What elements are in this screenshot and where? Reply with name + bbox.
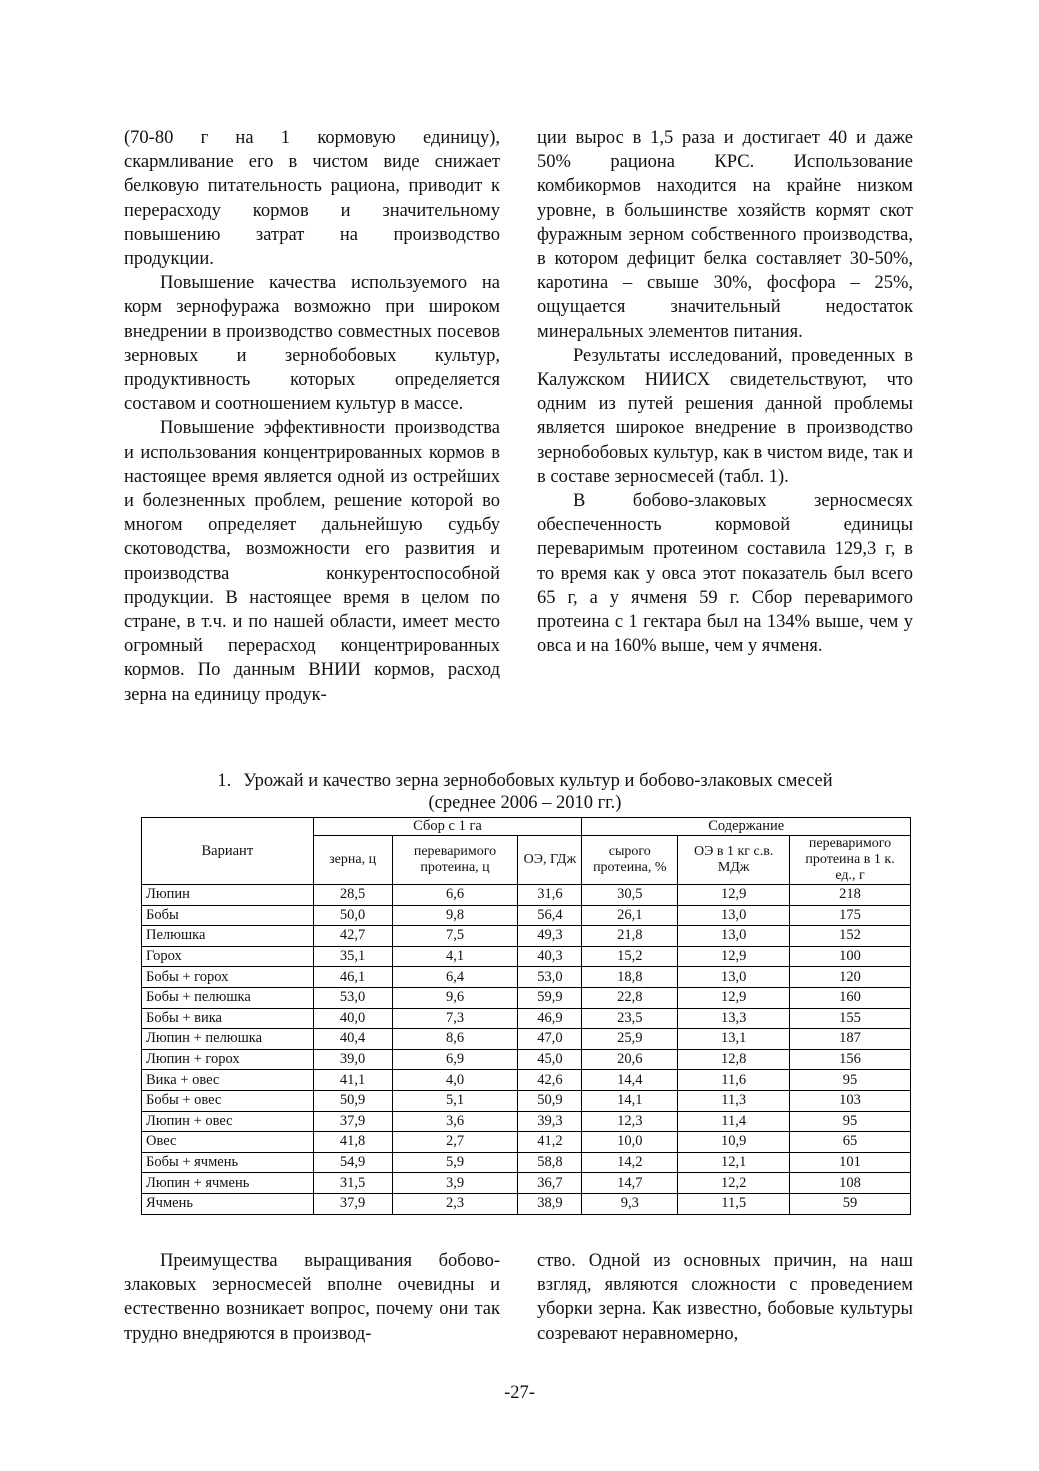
table-cell-value: 22,8 <box>582 987 678 1008</box>
table-cell-value: 41,8 <box>313 1132 392 1153</box>
table-cell-value: 42,7 <box>313 926 392 947</box>
table-cell-value: 12,1 <box>678 1152 790 1173</box>
table-number: 1. <box>217 771 232 791</box>
paragraph: Результаты исследований, проведенных в Калужском НИИСХ свидетельствуют, что одним из путей решения данной проблемы является широкое внедрение в производство зернобобовых культур, как в чистом виде, так и в составе зерносмесей (табл. 1). <box>537 345 913 487</box>
table-cell-value: 13,0 <box>678 926 790 947</box>
table-cell-value: 12,2 <box>678 1173 790 1194</box>
paragraph: (70-80 г на 1 кормовую единицу), скармливание его в чистом виде снижает белковую питательность рациона, приводит к перерасходу кормов и значительному повышению затрат на производство продукции. <box>124 128 500 270</box>
table-cell-value: 5,1 <box>392 1090 518 1111</box>
paragraph: ции вырос в 1,5 раза и достигает 40 и даже 50% рациона КРС. Использование комбикормов находится на крайне низком уровне, в большинстве хозяйств кормят скот фуражным зерном собственного производства, в котором дефицит белка составляет 30-50%, каротина – свыше 30%, фосфора – 25%, ощущается значительный недостаток минеральных элементов питания. <box>537 128 913 342</box>
table-cell-value: 50,9 <box>518 1090 582 1111</box>
table-cell-value: 160 <box>790 987 911 1008</box>
table-cell-value: 35,1 <box>313 946 392 967</box>
table-cell-value: 3,6 <box>392 1111 518 1132</box>
table-cell-variant: Бобы + ячмень <box>142 1152 314 1173</box>
table-cell-value: 11,3 <box>678 1090 790 1111</box>
table-row <box>142 926 911 947</box>
table-cell-value: 47,0 <box>518 1029 582 1050</box>
table-cell-value: 11,5 <box>678 1193 790 1214</box>
table-cell-value: 14,2 <box>582 1152 678 1173</box>
header-raw-protein: сырого протеина, % <box>582 836 678 885</box>
table-row <box>142 1008 911 1029</box>
text-column-top-left <box>124 126 500 707</box>
table-cell-value: 59 <box>790 1193 911 1214</box>
table-cell-value: 49,3 <box>518 926 582 947</box>
table-cell-value: 39,0 <box>313 1049 392 1070</box>
table-cell-variant: Ячмень <box>142 1193 314 1214</box>
table-cell-value: 31,5 <box>313 1173 392 1194</box>
table-cell-value: 8,6 <box>392 1029 518 1050</box>
table-caption-line-1 <box>120 770 930 792</box>
table-cell-value: 46,1 <box>313 967 392 988</box>
table-cell-value: 12,9 <box>678 885 790 906</box>
table-cell-value: 20,6 <box>582 1049 678 1070</box>
table-cell-value: 108 <box>790 1173 911 1194</box>
table-cell-value: 95 <box>790 1070 911 1091</box>
table-cell-value: 100 <box>790 946 911 967</box>
table-cell-value: 4,0 <box>392 1070 518 1091</box>
header-grain: зерна, ц <box>313 836 392 885</box>
table-cell-variant: Люпин + ячмень <box>142 1173 314 1194</box>
table-row <box>142 1111 911 1132</box>
table-caption <box>120 770 930 814</box>
table-cell-variant: Люпин + овес <box>142 1111 314 1132</box>
table-cell-value: 152 <box>790 926 911 947</box>
table-cell-variant: Бобы <box>142 905 314 926</box>
table-cell-value: 13,3 <box>678 1008 790 1029</box>
table-cell-value: 7,5 <box>392 926 518 947</box>
table-cell-value: 42,6 <box>518 1070 582 1091</box>
table-row <box>142 885 911 906</box>
table-cell-variant: Бобы + пелюшка <box>142 987 314 1008</box>
table-cell-variant: Бобы + вика <box>142 1008 314 1029</box>
paragraph: Преимущества выращивания бобово-злаковых зерносмесей вполне очевидны и естественно возникает вопрос, почему они так трудно внедряются в производ- <box>124 1251 500 1344</box>
table-cell-value: 53,0 <box>518 967 582 988</box>
table-cell-variant: Люпин <box>142 885 314 906</box>
header-oe: ОЭ, ГДж <box>518 836 582 885</box>
table-caption-line-2: (среднее 2006 – 2010 гг.) <box>428 793 622 813</box>
table-cell-value: 3,9 <box>392 1173 518 1194</box>
table-cell-value: 30,5 <box>582 885 678 906</box>
table-cell-variant: Овес <box>142 1132 314 1153</box>
table-cell-value: 156 <box>790 1049 911 1070</box>
table-cell-value: 11,6 <box>678 1070 790 1091</box>
table-cell-variant: Бобы + горох <box>142 967 314 988</box>
text-column-bottom-right <box>537 1249 913 1346</box>
table-cell-value: 12,9 <box>678 987 790 1008</box>
table-cell-value: 218 <box>790 885 911 906</box>
header-digestible-protein-per-unit: переваримого протеина в 1 к. ед., г <box>790 836 911 885</box>
paragraph: ство. Одной из основных причин, на наш взгляд, являются сложности с проведением уборки зерна. Как известно, бобовые культуры созревают неравномерно, <box>537 1251 913 1344</box>
text-column-bottom-left <box>124 1249 500 1346</box>
table-cell-value: 40,4 <box>313 1029 392 1050</box>
table-cell-value: 13,1 <box>678 1029 790 1050</box>
table-cell-value: 13,0 <box>678 967 790 988</box>
table-row <box>142 1173 911 1194</box>
table-cell-value: 6,9 <box>392 1049 518 1070</box>
table-cell-value: 50,0 <box>313 905 392 926</box>
table-cell-value: 175 <box>790 905 911 926</box>
yield-quality-table <box>141 817 911 1215</box>
table-cell-value: 9,6 <box>392 987 518 1008</box>
table-cell-value: 6,4 <box>392 967 518 988</box>
table-cell-value: 23,5 <box>582 1008 678 1029</box>
table-cell-value: 15,2 <box>582 946 678 967</box>
table-row <box>142 1132 911 1153</box>
table-cell-value: 54,9 <box>313 1152 392 1173</box>
table-cell-value: 10,0 <box>582 1132 678 1153</box>
table-cell-value: 58,8 <box>518 1152 582 1173</box>
header-variant: Вариант <box>142 818 314 885</box>
table-cell-variant: Горох <box>142 946 314 967</box>
table-cell-value: 41,2 <box>518 1132 582 1153</box>
table-cell-value: 21,8 <box>582 926 678 947</box>
table-row <box>142 987 911 1008</box>
table-cell-value: 65 <box>790 1132 911 1153</box>
table-cell-value: 187 <box>790 1029 911 1050</box>
table-row <box>142 1152 911 1173</box>
table-row <box>142 946 911 967</box>
paragraph: Повышение эффективности производства и использования концентрированных кормов в настоящее время является одной из острейших и болезненных проблем, решение которой во многом определяет дальнейшую судьбу скотоводства, возможности его развития и производства конкурентоспособной продукции. В настоящее время в целом по стране, в т.ч. и по нашей области, имеет место огромный перерасход концентрированных кормов. По данным ВНИИ кормов, расход зерна на единицу продук- <box>124 418 500 705</box>
table-row <box>142 967 911 988</box>
header-group-yield: Сбор с 1 га <box>313 818 582 836</box>
table-cell-value: 103 <box>790 1090 911 1111</box>
table-cell-value: 7,3 <box>392 1008 518 1029</box>
table-cell-value: 59,9 <box>518 987 582 1008</box>
table-row <box>142 1070 911 1091</box>
table-cell-value: 39,3 <box>518 1111 582 1132</box>
table-row <box>142 1090 911 1111</box>
table-cell-value: 28,5 <box>313 885 392 906</box>
table-cell-value: 37,9 <box>313 1111 392 1132</box>
header-oe-per-kg: ОЭ в 1 кг с.в. МДж <box>678 836 790 885</box>
table-cell-value: 56,4 <box>518 905 582 926</box>
table-cell-value: 37,9 <box>313 1193 392 1214</box>
table-cell-value: 11,4 <box>678 1111 790 1132</box>
table-cell-value: 53,0 <box>313 987 392 1008</box>
header-digestible-protein: переваримого протеина, ц <box>392 836 518 885</box>
table-cell-value: 10,9 <box>678 1132 790 1153</box>
paragraph: Повышение качества используемого на корм зернофуража возможно при широком внедрении в производство совместных посевов зерновых и зернобобовых культур, продуктивность которых определяется составом и соотношением культур в массе. <box>124 273 500 415</box>
table-row <box>142 1049 911 1070</box>
table-cell-value: 9,8 <box>392 905 518 926</box>
header-group-content: Содержание <box>582 818 911 836</box>
table-cell-value: 4,1 <box>392 946 518 967</box>
table-cell-value: 38,9 <box>518 1193 582 1214</box>
paragraph: В бобово-злаковых зерносмесях обеспеченность кормовой единицы переваримым протеином составила 129,3 г, в то время как у овса этот показатель был всего 65 г, а у ячменя 59 г. Сбор переваримого протеина с 1 гектара был на 134% выше, чем у овса и на 160% выше, чем у ячменя. <box>537 491 913 657</box>
table-cell-value: 40,3 <box>518 946 582 967</box>
table-cell-value: 95 <box>790 1111 911 1132</box>
table-cell-value: 40,0 <box>313 1008 392 1029</box>
table-cell-value: 46,9 <box>518 1008 582 1029</box>
table-cell-value: 41,1 <box>313 1070 392 1091</box>
table-cell-value: 12,9 <box>678 946 790 967</box>
table-cell-value: 155 <box>790 1008 911 1029</box>
table-cell-variant: Люпин + пелюшка <box>142 1029 314 1050</box>
table-cell-value: 31,6 <box>518 885 582 906</box>
page-number: -27- <box>504 1383 535 1403</box>
table-cell-value: 2,3 <box>392 1193 518 1214</box>
table-cell-value: 18,8 <box>582 967 678 988</box>
table-cell-value: 9,3 <box>582 1193 678 1214</box>
table-cell-value: 36,7 <box>518 1173 582 1194</box>
table-cell-value: 2,7 <box>392 1132 518 1153</box>
table-cell-value: 14,1 <box>582 1090 678 1111</box>
table-cell-value: 6,6 <box>392 885 518 906</box>
table-cell-value: 12,8 <box>678 1049 790 1070</box>
table-cell-value: 14,4 <box>582 1070 678 1091</box>
table-cell-value: 101 <box>790 1152 911 1173</box>
table-cell-variant: Пелюшка <box>142 926 314 947</box>
table-cell-variant: Люпин + горох <box>142 1049 314 1070</box>
table-cell-value: 5,9 <box>392 1152 518 1173</box>
text-column-top-right <box>537 126 913 658</box>
table-title: Урожай и качество зерна зернобобовых культур и бобово-злаковых смесей <box>243 771 833 791</box>
table-cell-variant: Бобы + овес <box>142 1090 314 1111</box>
table-row <box>142 1029 911 1050</box>
table-cell-value: 50,9 <box>313 1090 392 1111</box>
table-cell-value: 12,3 <box>582 1111 678 1132</box>
table-cell-value: 14,7 <box>582 1173 678 1194</box>
table-row <box>142 1193 911 1214</box>
table-cell-value: 13,0 <box>678 905 790 926</box>
table-body <box>142 885 911 1215</box>
table-cell-value: 45,0 <box>518 1049 582 1070</box>
table-row <box>142 905 911 926</box>
table-cell-value: 120 <box>790 967 911 988</box>
table-cell-value: 25,9 <box>582 1029 678 1050</box>
table-cell-variant: Вика + овес <box>142 1070 314 1091</box>
table-cell-value: 26,1 <box>582 905 678 926</box>
